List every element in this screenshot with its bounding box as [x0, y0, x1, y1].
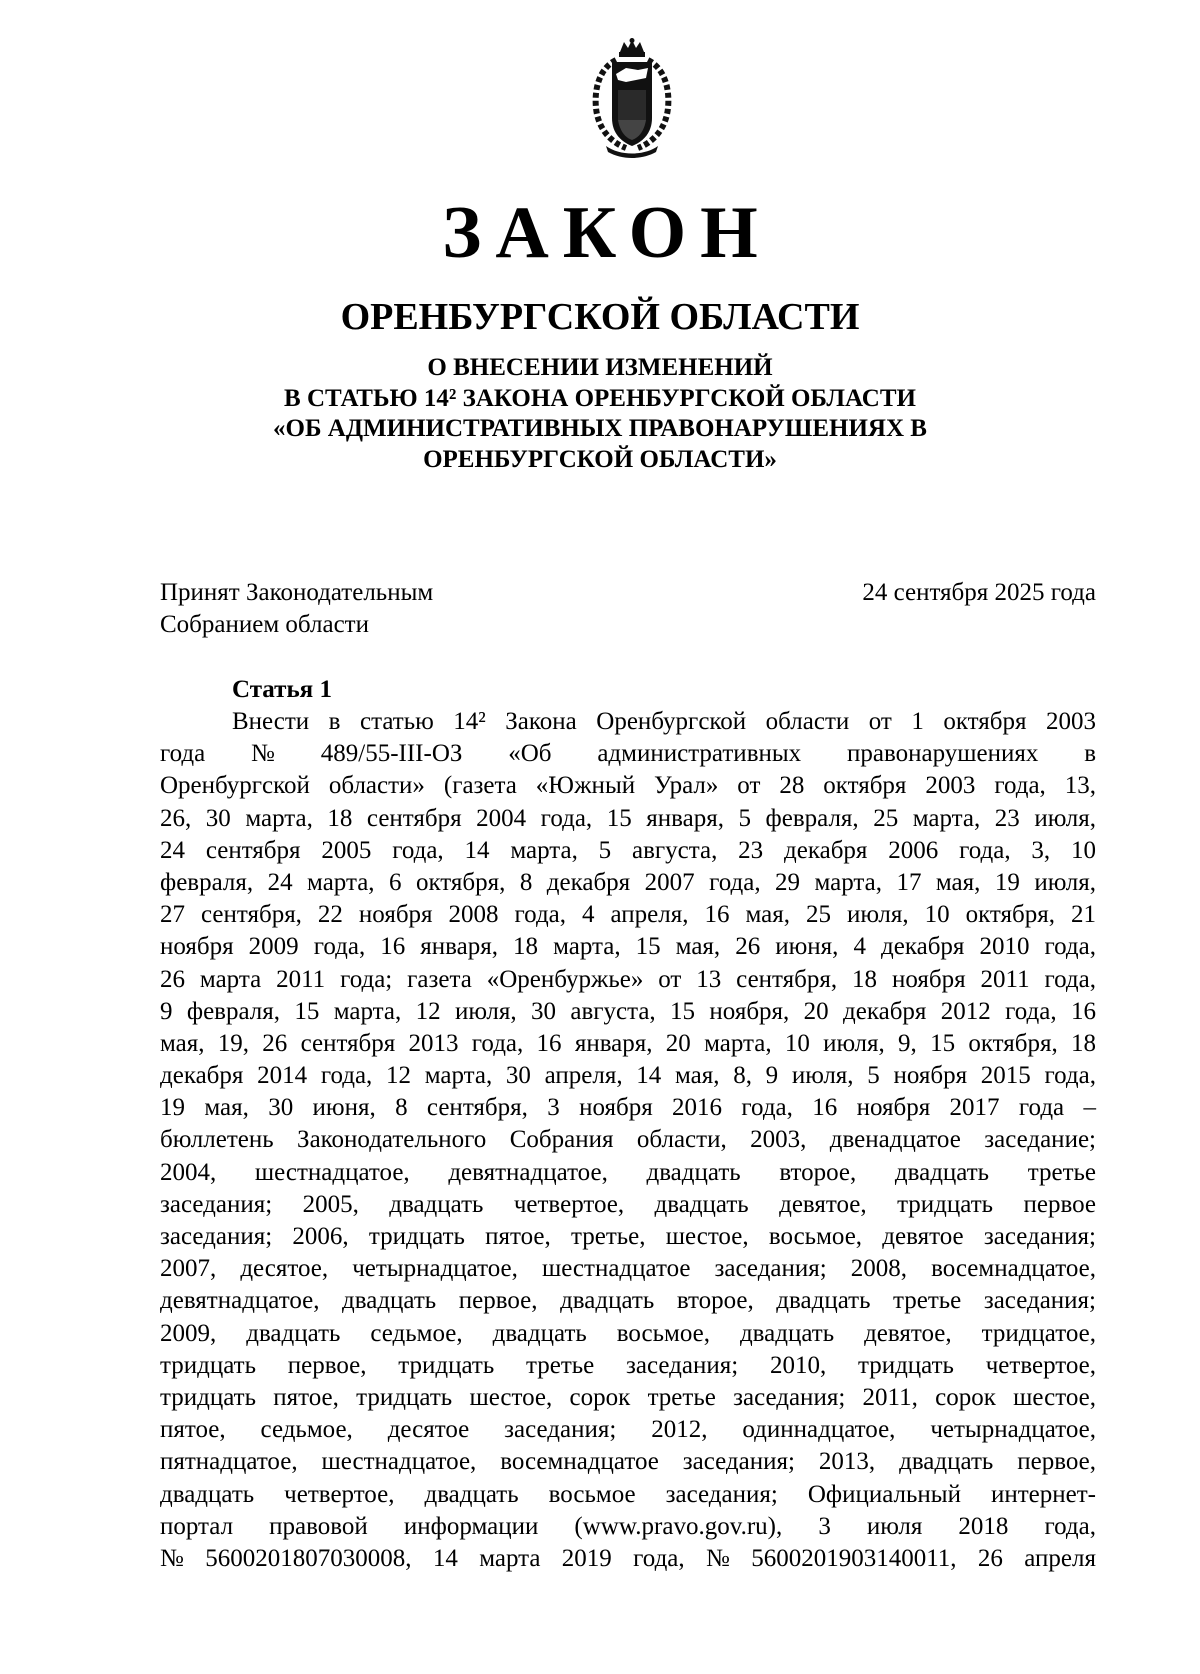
body-line: № 5600201807030008, 14 марта 2019 года, № 5600201903140011, 26 апреля [160, 1544, 1096, 1572]
body-line: 19 мая, 30 июня, 8 сентября, 3 ноября 2016 года, 16 ноября 2017 года – [160, 1094, 1096, 1122]
body-line: тридцать первое, тридцать третье заседания; 2010, тридцать четвертое, [160, 1351, 1096, 1379]
subtitle-line: «ОБ АДМИНИСТРАТИВНЫХ ПРАВОНАРУШЕНИЯХ В [273, 415, 927, 442]
body-line: февраля, 24 марта, 6 октября, 8 декабря 2007 года, 29 марта, 17 мая, 19 июля, [160, 868, 1096, 896]
subtitle-line: О ВНЕСЕНИИ ИЗМЕНЕНИЙ [427, 354, 773, 381]
adoption-date: 24 сентября 2025 года [862, 579, 1096, 606]
body-line: 2007, десятое, четырнадцатое, шестнадцатое заседания; 2008, восемнадцатое, [160, 1255, 1096, 1283]
law-subtitle [160, 353, 1040, 475]
subtitle-line: В СТАТЬЮ 14² ЗАКОНА ОРЕНБУРГСКОЙ ОБЛАСТИ [284, 384, 916, 412]
body-line: мая, 19, 26 сентября 2013 года, 16 января, 20 марта, 10 июля, 9, 15 октября, 18 [160, 1029, 1096, 1057]
body-line: бюллетень Законодательного Собрания области, 2003, двенадцатое заседание; [160, 1126, 1096, 1154]
body-line: 26 марта 2011 года; газета «Оренбуржье» от 13 сентября, 18 ноября 2011 года, [160, 965, 1096, 993]
article-body [160, 706, 1096, 1575]
body-line: 24 сентября 2005 года, 14 марта, 5 августа, 23 декабря 2006 года, 3, 10 [160, 836, 1096, 864]
body-line: тридцать пятое, тридцать шестое, сорок третье заседания; 2011, сорок шестое, [160, 1383, 1096, 1411]
body-line: заседания; 2005, двадцать четвертое, двадцать девятое, тридцать первое [160, 1190, 1096, 1218]
coat-of-arms-emblem [586, 38, 678, 158]
law-title: ЗАКОН [442, 192, 772, 274]
body-line: 27 сентября, 22 ноября 2008 года, 4 апреля, 16 мая, 25 июля, 10 октября, 21 [160, 901, 1096, 929]
body-line: 2009, двадцать седьмое, двадцать восьмое, двадцать девятое, тридцатое, [160, 1319, 1096, 1347]
body-line: девятнадцатое, двадцать первое, двадцать второе, двадцать третье заседания; [160, 1287, 1096, 1315]
adoption-statement [160, 577, 433, 641]
body-line: 2004, шестнадцатое, девятнадцатое, двадцать второе, двадцать третье [160, 1158, 1096, 1186]
body-line: 9 февраля, 15 марта, 12 июля, 30 августа, 15 ноября, 20 декабря 2012 года, 16 [160, 997, 1096, 1025]
body-line: пятнадцатое, шестнадцатое, восемнадцатое заседания; 2013, двадцать первое, [160, 1448, 1096, 1476]
body-line: двадцать четвертое, двадцать восьмое заседания; Официальный интернет- [160, 1480, 1096, 1508]
subtitle-line: ОРЕНБУРГСКОЙ ОБЛАСТИ» [423, 445, 777, 473]
region-title: ОРЕНБУРГСКОЙ ОБЛАСТИ [340, 296, 860, 338]
adoption-line: Собранием области [160, 611, 369, 638]
body-line: года № 489/55-III-ОЗ «Об административных правонарушениях в [160, 740, 1096, 768]
body-line: Оренбургской области» (газета «Южный Урал» от 28 октября 2003 года, 13, [160, 772, 1096, 800]
body-line: портал правовой информации (www.pravo.gov.ru), 3 июля 2018 года, [160, 1512, 1096, 1540]
body-line: заседания; 2006, тридцать пятое, третье, шестое, восьмое, девятое заседания; [160, 1223, 1096, 1250]
body-line: Внести в статью 14² Закона Оренбургской области от 1 октября 2003 [232, 708, 1096, 735]
article-heading: Статья 1 [232, 676, 332, 703]
body-line: ноября 2009 года, 16 января, 18 марта, 15 мая, 26 июня, 4 декабря 2010 года, [160, 933, 1096, 961]
body-line: декабря 2014 года, 12 марта, 30 апреля, 14 мая, 8, 9 июля, 5 ноября 2015 года, [160, 1062, 1096, 1090]
body-line: 26, 30 марта, 18 сентября 2004 года, 15 января, 5 февраля, 25 марта, 23 июля, [160, 804, 1096, 832]
adoption-line: Принят Законодательным [160, 579, 434, 606]
body-line: пятое, седьмое, десятое заседания; 2012, одиннадцатое, четырнадцатое, [160, 1416, 1096, 1444]
